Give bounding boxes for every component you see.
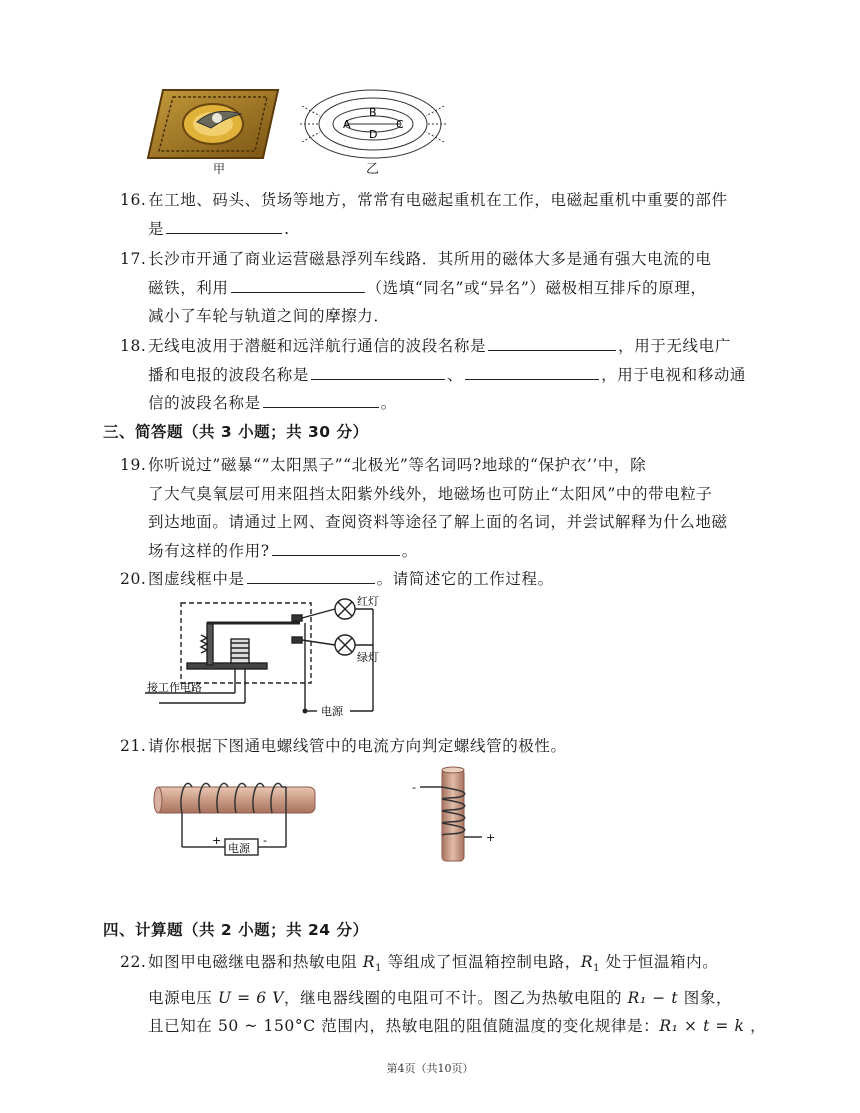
solenoid-plus-label: + [212, 834, 222, 847]
answer-blank[interactable] [311, 361, 445, 380]
question-text: 处于恒温箱内。 [605, 953, 719, 971]
question-18 [120, 332, 770, 418]
vertical-solenoid-plus: + [486, 831, 496, 844]
compass-figure [145, 88, 280, 176]
question-text: 了大气臭氧层可用来阻挡太阳紫外线外，地磁场也可防止“太阳风”中的带电粒子 [148, 484, 713, 503]
horizontal-solenoid-diagram [150, 765, 320, 865]
field-lines-figure [298, 88, 448, 180]
question-text: 。 [380, 394, 397, 412]
question-text: 且已知在 [148, 1017, 213, 1036]
question-text: 长沙市开通了商业运营磁悬浮列车线路．其所用的磁体大多是通有强大电流的电 [148, 250, 712, 268]
question-number: 19. [120, 456, 147, 474]
question-text: ，用于电视和移动通 [601, 365, 747, 384]
question-16 [120, 186, 770, 243]
question-text: 。请简述它的工作过程。 [376, 570, 554, 588]
question-text: 信的波段名称是 [148, 394, 261, 412]
answer-blank[interactable] [488, 332, 616, 351]
question-text: 图象， [683, 988, 733, 1007]
answer-blank[interactable] [166, 215, 282, 234]
question-text: 磁铁，利用 [148, 278, 229, 297]
question-text: ， [750, 1017, 767, 1036]
question-17 [120, 245, 770, 331]
field-point-c: C [396, 118, 404, 131]
question-text: 范围内，热敏电阻的阻值随温度的变化规律是： [321, 1017, 660, 1036]
math-r1: $R_1$ [580, 953, 601, 975]
math-voltage: U = 6 V [217, 988, 285, 1007]
answer-blank[interactable] [247, 565, 375, 584]
math-r1: $R_1$ [362, 953, 383, 975]
field-label: 乙 [366, 162, 380, 177]
compass-image [145, 88, 280, 168]
question-text: . [284, 219, 290, 238]
question-20 [120, 565, 770, 594]
question-text: 请你根据下图通电螺线管中的电流方向判定螺线管的极性。 [148, 737, 567, 755]
answer-blank[interactable] [263, 389, 379, 408]
question-number: 17. [120, 250, 147, 268]
vertical-solenoid-figure [412, 765, 512, 865]
red-lamp-label: 红灯 [357, 595, 379, 608]
question-19 [120, 451, 770, 565]
answer-blank[interactable] [465, 361, 599, 380]
question-22 [120, 948, 770, 1041]
page-footer: 第4页（共10页） [386, 1062, 474, 1075]
horizontal-solenoid-figure [150, 765, 320, 865]
field-lines-diagram [298, 88, 448, 168]
field-point-a: A [343, 118, 351, 131]
math-rule: R₁ × t = k [659, 1017, 745, 1036]
green-lamp-label: 绿灯 [357, 651, 379, 664]
question-text: （选填“同名”或“异名”）磁极相互排斥的原理， [366, 278, 707, 297]
section-heading-3: 三、简答题（共 3 小题；共 30 分） [103, 423, 369, 441]
question-text: 播和电报的波段名称是 [148, 365, 310, 384]
question-text: 是 [148, 219, 165, 238]
question-text: ，继电器线圈的电阻可不计。图乙为热敏电阻的 [284, 988, 623, 1007]
question-text: 。 [401, 541, 418, 560]
relay-circuit-diagram [145, 595, 390, 720]
question-text: 、 [447, 365, 464, 384]
question-text: 场有这样的作用? [148, 541, 270, 560]
field-point-b: B [369, 106, 377, 119]
solenoid-minus-label: - [263, 834, 267, 847]
question-text: 无线电波用于潜艇和远洋航行通信的波段名称是 [148, 337, 487, 355]
question-text: 等组成了恒温箱控制电路， [387, 953, 581, 971]
question-text: 图虚线框中是 [148, 570, 245, 588]
question-number: 16. [120, 191, 147, 209]
compass-label: 甲 [213, 162, 226, 176]
question-number: 21. [120, 737, 147, 755]
question-number: 18. [120, 337, 147, 355]
question-text: 减小了车轮与轨道之间的摩擦力． [148, 307, 390, 325]
question-text: 如图甲电磁继电器和热敏电阻 [148, 953, 358, 971]
question-number: 20. [120, 570, 147, 588]
field-point-d: D [369, 128, 378, 141]
math-temp-range: 50 ~ 150°C [217, 1017, 316, 1036]
vertical-solenoid-minus: - [412, 781, 416, 794]
question-number: 22. [120, 953, 147, 971]
answer-blank[interactable] [272, 537, 400, 556]
question-21 [120, 732, 770, 761]
question-text: ，用于无线电广 [618, 337, 731, 355]
answer-blank[interactable] [231, 274, 365, 293]
section-heading-4: 四、计算题（共 2 小题；共 24 分） [103, 921, 369, 939]
math-r1-t: R₁ − t [627, 988, 679, 1007]
work-circuit-label: 接工作电路 [147, 681, 202, 694]
question-text: 到达地面。请通过上网、查阅资料等途径了解上面的名词，并尝试解释为什么地磁 [148, 513, 728, 531]
power-label: 电源 [321, 705, 343, 718]
solenoid-power-label: 电源 [228, 842, 250, 855]
question-text: 电源电压 [148, 988, 213, 1007]
question-text: 在工地、码头、货场等地方，常常有电磁起重机在工作，电磁起重机中重要的部件 [148, 191, 728, 209]
question-text: 你听说过”磁暴“”太阳黑子”“北极光”等名词吗?地球的“保护衣’’中，除 [148, 456, 647, 474]
relay-circuit-figure [145, 595, 390, 720]
vertical-solenoid-diagram [412, 765, 512, 865]
